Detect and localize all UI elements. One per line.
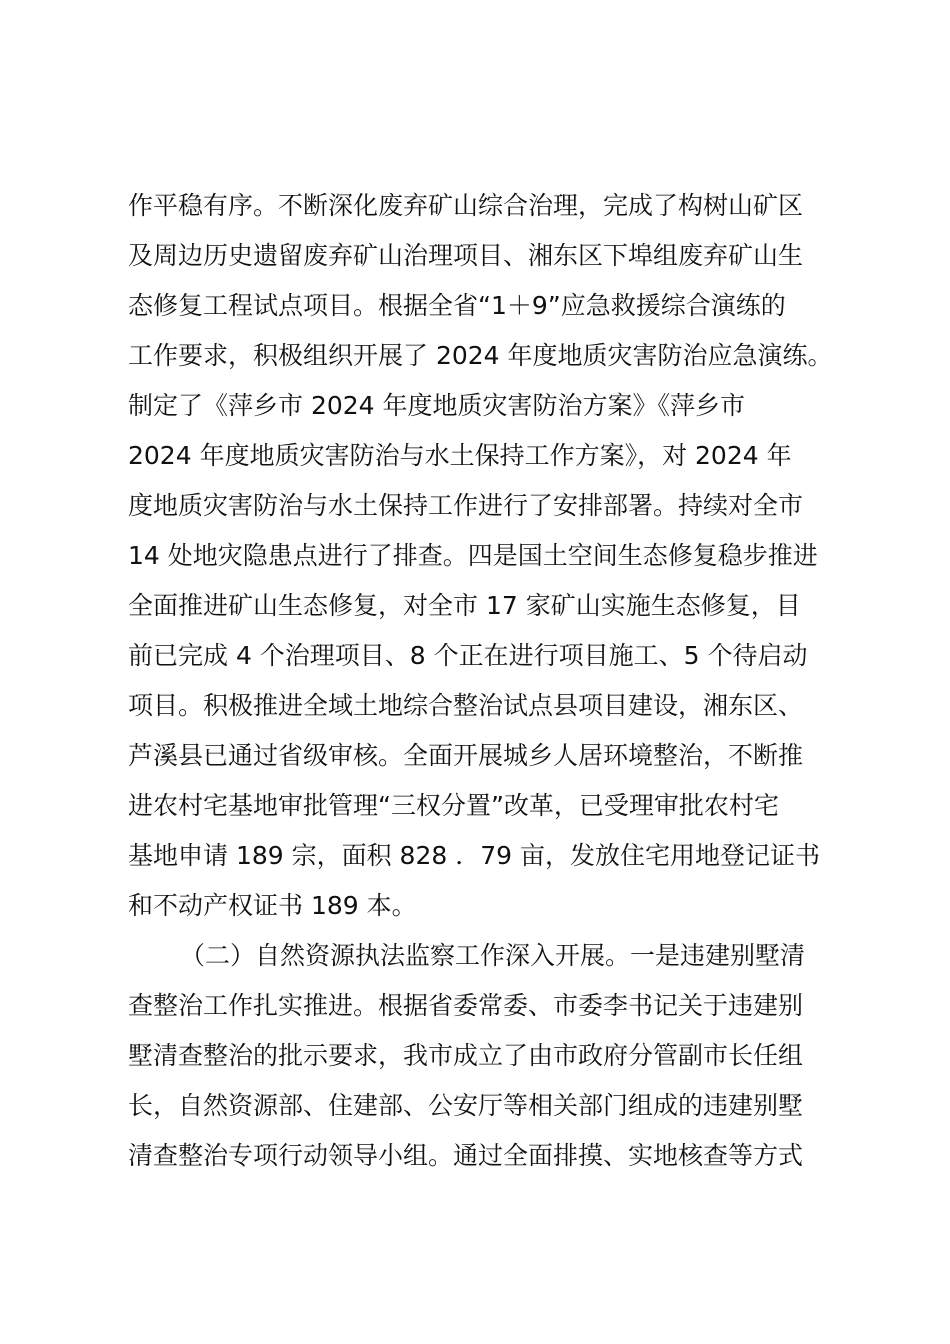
text-line: 清查整治专项行动领导小组。通过全面排摸、实地核查等方式: [128, 1141, 804, 1170]
text-line: 前已完成 4 个治理项目、8 个正在进行项目施工、5 个待启动: [128, 641, 808, 670]
text-line: 2024 年度地质灾害防治与水土保持工作方案》，对 2024 年: [128, 441, 792, 470]
text-line: 进农村宅基地审批管理“三权分置”改革，已受理审批农村宅: [128, 791, 779, 820]
body-text: [128, 181, 848, 1181]
text-line: 及周边历史遗留废弃矿山治理项目、湘东区下埠组废弃矿山生: [128, 241, 804, 270]
text-line: 制定了《萍乡市 2024 年度地质灾害防治方案》《萍乡市: [128, 391, 746, 420]
text-line: 全面推进矿山生态修复，对全市 17 家矿山实施生态修复，目: [128, 591, 801, 620]
text-line: 和不动产权证书 189 本。: [128, 891, 417, 920]
text-line: 长，自然资源部、住建部、公安厅等相关部门组成的违建别墅: [128, 1091, 804, 1120]
text-line: 芦溪县已通过省级审核。全面开展城乡人居环境整治，不断推: [128, 741, 804, 770]
text-line: 项目。积极推进全域土地综合整治试点县项目建设，湘东区、: [128, 691, 804, 720]
text-line: 态修复工程试点项目。根据全省“1＋9”应急救援综合演练的: [128, 291, 786, 320]
text-line: 查整治工作扎实推进。根据省委常委、市委李书记关于违建别: [128, 991, 804, 1020]
text-line: 作平稳有序。不断深化废弃矿山综合治理，完成了构树山矿区: [128, 191, 804, 220]
text-line: 基地申请 189 宗，面积 828 ．79 亩，发放住宅用地登记证书: [128, 841, 820, 870]
text-line: 工作要求，积极组织开展了 2024 年度地质灾害防治应急演练。: [128, 341, 833, 370]
text-line: 度地质灾害防治与水土保持工作进行了安排部署。持续对全市: [128, 491, 804, 520]
text-line: 14 处地灾隐患点进行了排查。四是国土空间生态修复稳步推进: [128, 541, 818, 570]
text-line: 墅清查整治的批示要求，我市成立了由市政府分管副市长任组: [128, 1041, 804, 1070]
section-heading-line: （二）自然资源执法监察工作深入开展。一是违建别墅清: [180, 941, 806, 970]
